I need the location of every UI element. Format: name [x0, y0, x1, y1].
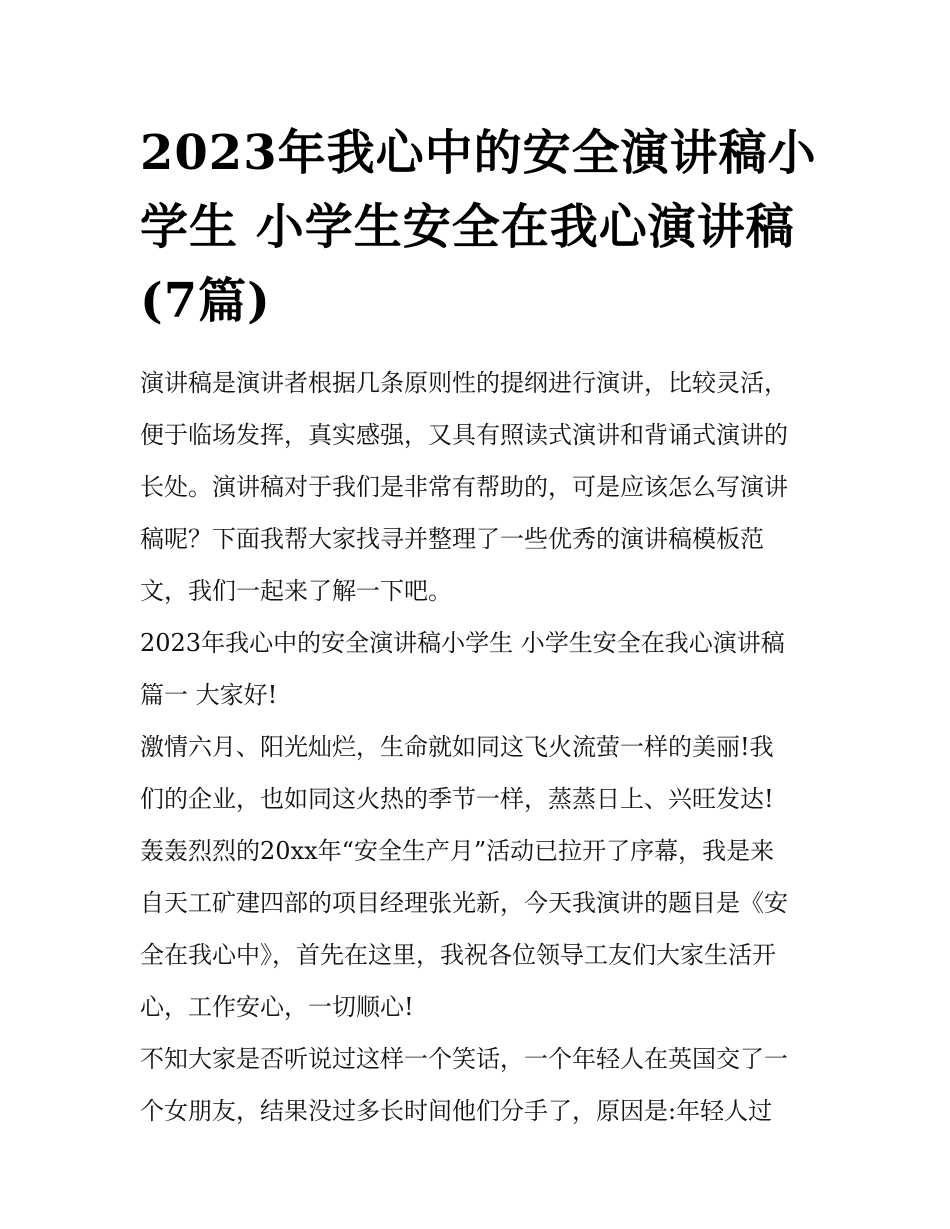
document-body	[140, 357, 830, 1137]
document-title	[140, 116, 830, 338]
text-line: 自天工矿建四部的项目经理张光新，今天我演讲的题目是《安	[140, 889, 788, 917]
text-line: 轰轰烈烈的20xx年“安全生产月”活动已拉开了序幕，我是来	[140, 837, 775, 865]
text-line: 们的企业，也如同这火热的季节一样，蒸蒸日上、兴旺发达!	[140, 785, 774, 813]
text-line: 篇一 大家好!	[140, 681, 278, 709]
paragraph-anecdote	[140, 1033, 830, 1137]
paragraph-intro	[140, 357, 830, 617]
text-line: 长处。演讲稿对于我们是非常有帮助的，可是应该怎么写演讲	[140, 473, 788, 501]
text-line: 个女朋友，结果没过多长时间他们分手了，原因是:年轻人过	[140, 1097, 773, 1125]
paragraph-section-heading	[140, 617, 830, 721]
text-line: 便于临场发挥，真实感强，又具有照读式演讲和背诵式演讲的	[140, 421, 788, 449]
title-line: 学生 小学生安全在我心演讲稿	[140, 199, 795, 255]
text-line: 全在我心中》，首先在这里，我祝各位领导工友们大家生活开	[140, 941, 776, 969]
text-line: 2023年我心中的安全演讲稿小学生 小学生安全在我心演讲稿	[140, 629, 785, 657]
text-line: 文，我们一起来了解一下吧。	[140, 577, 452, 605]
title-line: 2023年我心中的安全演讲稿小	[140, 125, 817, 181]
text-line: 演讲稿是演讲者根据几条原则性的提纲进行演讲，比较灵活，	[140, 369, 788, 397]
text-line: 稿呢？下面我帮大家找寻并整理了一些优秀的演讲稿模板范	[140, 525, 764, 553]
text-line: 不知大家是否听说过这样一个笑话，一个年轻人在英国交了一	[140, 1045, 788, 1073]
text-line: 心，工作安心，一切顺心!	[140, 993, 414, 1021]
paragraph-speech-opening	[140, 721, 830, 1033]
text-line: 激情六月、阳光灿烂，生命就如同这飞火流萤一样的美丽!我	[140, 733, 774, 761]
title-line: (7篇)	[140, 273, 271, 329]
